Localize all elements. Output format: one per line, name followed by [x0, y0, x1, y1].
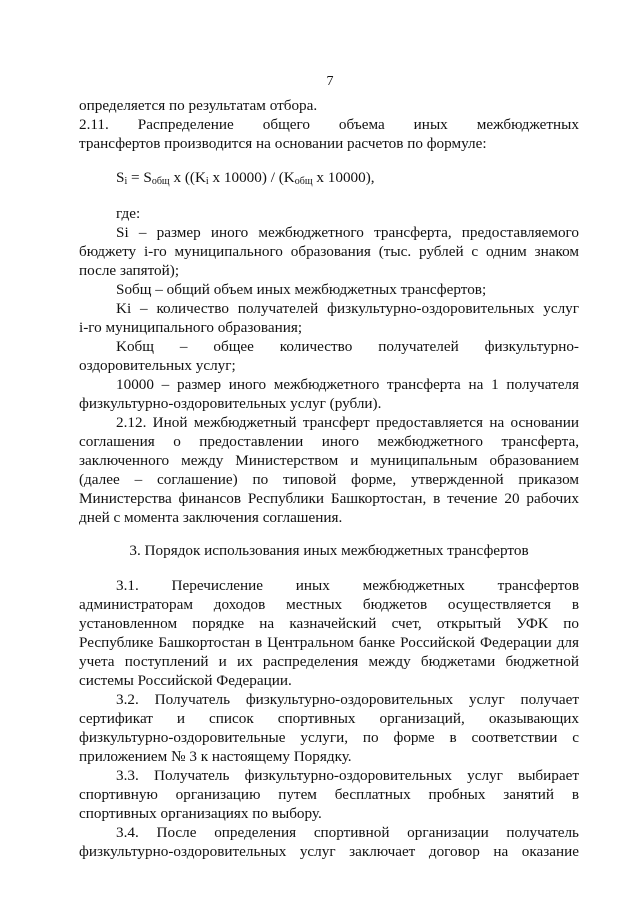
text-line: (далее – соглашение) по типовой форме, утвержденной приказом	[79, 471, 579, 488]
text-line: системы Российской Федерации.	[79, 672, 292, 689]
formula-part: х ((K	[169, 169, 206, 186]
formula-part: = S	[127, 169, 152, 186]
text-line: определяется по результатам отбора.	[79, 97, 318, 114]
text-line: 3.1. Перечисление иных межбюджетных трансфертов	[116, 577, 579, 594]
text-line: 10000 – размер иного межбюджетного трансферта на 1 получателя	[116, 376, 579, 393]
formula-subscript: i	[124, 176, 128, 187]
formula-subscript: i	[205, 176, 209, 187]
text-line: i-го муниципального образования;	[79, 319, 303, 336]
text-line: соглашения о предоставлении иного межбюджетного трансферта,	[79, 433, 579, 450]
text-line: установленном порядке на казначейский счет, открытый УФК по	[79, 615, 579, 632]
text-line: физкультурно-оздоровительных услуг заключает договор на оказание	[79, 843, 579, 860]
formula-part: х 10000) / (K	[208, 169, 295, 186]
text-line: 3.3. Получатель физкультурно-оздоровительных услуг выбирает	[116, 767, 579, 784]
text-line: 3.2. Получатель физкультурно-оздоровительных услуг получает	[116, 691, 579, 708]
text-line: Sобщ – общий объем иных межбюджетных трансфертов;	[116, 281, 487, 298]
section-heading: 3. Порядок использования иных межбюджетных трансфертов	[129, 542, 529, 559]
text-line: 2.11. Распределение общего объема иных межбюджетных	[79, 116, 579, 133]
text-line: Si – размер иного межбюджетного трансферта, предоставляемого	[116, 224, 579, 241]
text-line: 3.4. После определения спортивной организации получатель	[116, 824, 579, 841]
text-line: заключенного между Министерством и муниципальным образованием	[79, 452, 579, 469]
text-line: приложением № 3 к настоящему Порядку.	[79, 748, 352, 765]
text-line: оздоровительных услуг;	[79, 357, 236, 374]
text-line: после запятой);	[79, 262, 180, 279]
text-line: физкультурно-оздоровительных услуг (рубли).	[79, 395, 382, 412]
text-line: дней с момента заключения соглашения.	[79, 509, 343, 526]
text-line: Министерства финансов Республики Башкортостан, в течение 20 рабочих	[79, 490, 579, 507]
text-line: спортивных организациях по выбору.	[79, 805, 322, 822]
formula-subscript: общ	[151, 176, 170, 187]
formula-part: S	[116, 169, 125, 186]
formula-part: х 10000),	[312, 169, 375, 186]
text-line: Республике Башкортостан в Центральном банке Российской Федерации для	[79, 634, 579, 651]
text-line: физкультурно-оздоровительные услуги, по форме в соответствии с	[79, 729, 579, 746]
text-line: где:	[116, 205, 141, 222]
text-line: администраторам доходов местных бюджетов осуществляется в	[79, 596, 579, 613]
formula-subscript: общ	[294, 176, 313, 187]
text-line: учета поступлений и их распределения между бюджетами бюджетной	[79, 653, 579, 670]
text-line: трансфертов производится на основании расчетов по формуле:	[79, 135, 487, 152]
formula	[116, 168, 375, 191]
text-line: сертификат и список спортивных организаций, оказывающих	[79, 710, 579, 727]
text-line: 2.12. Иной межбюджетный трансферт предоставляется на основании	[116, 414, 579, 431]
text-line: бюджету i-го муниципального образования (тыс. рублей с одним знаком	[79, 243, 579, 260]
text-line: Kобщ – общее количество получателей физкультурно-	[116, 338, 579, 355]
text-line: Ki – количество получателей физкультурно-оздоровительных услуг	[116, 300, 579, 317]
text-line: спортивную организацию путем бесплатных пробных занятий в	[79, 786, 579, 803]
page-number: 7	[326, 74, 334, 89]
